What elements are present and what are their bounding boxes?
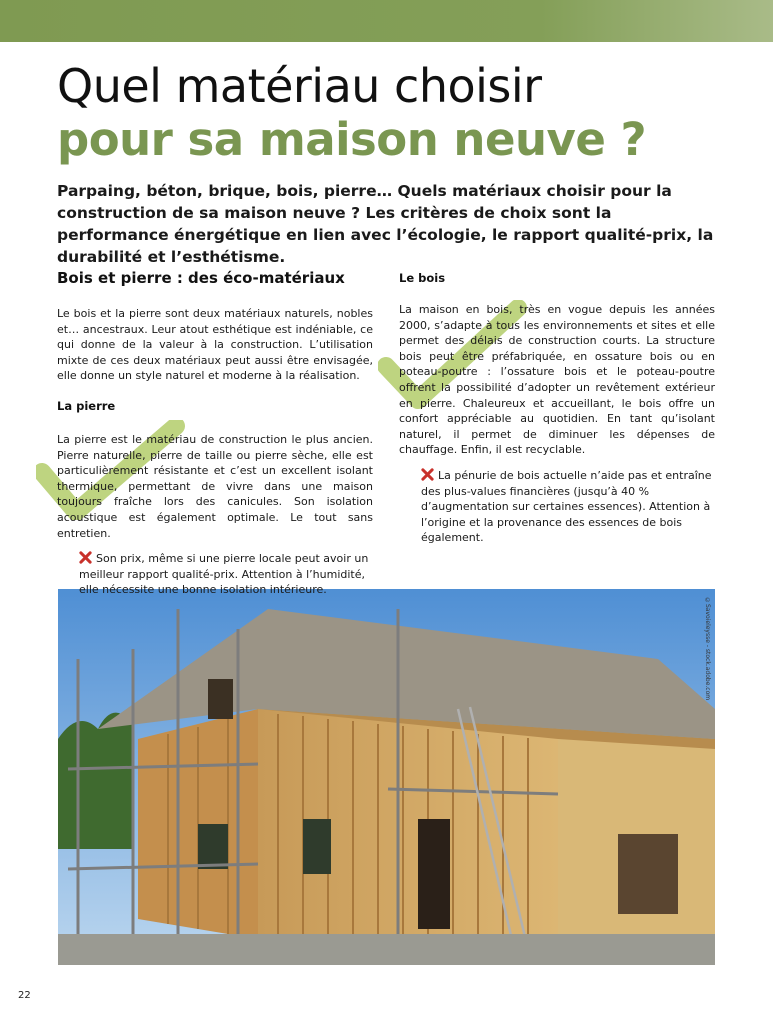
drawback-pierre bbox=[79, 551, 373, 598]
right-column bbox=[399, 270, 715, 546]
section-title: Bois et pierre : des éco-matériaux bbox=[57, 269, 345, 287]
drawback-text: La pénurie de bois actuelle n’aide pas et entraîne des plus-values financières (jusqu’à 40 % d’augmentation sur certaines essences). Attention à l’origine et la provenance des essences de bois également. bbox=[421, 468, 712, 545]
drawback-bois bbox=[421, 468, 715, 546]
paragraph-intro-bois-pierre: Le bois et la pierre sont deux matériaux naturels, nobles et… ancestraux. Leur atout esthétique est indéniable, ce qui donne de la valeur à la construction. L’utilisation mixte de ces deux matériaux peut aussi être envisagée, elle donne un style naturel et moderne à la réalisation. bbox=[57, 307, 373, 383]
photo-credit: ©Savoieleysse - stock.adobe.com bbox=[704, 597, 711, 701]
page-number: 22 bbox=[18, 990, 31, 1001]
subtitle-bois: Le bois bbox=[399, 271, 446, 285]
construction-photo bbox=[58, 589, 715, 965]
cross-icon bbox=[79, 551, 92, 564]
paragraph-bois: La maison en bois, très en vogue depuis les années 2000, s’adapte à tous les environnements et sites et elle permet des délais de construction courts. La structure bois peut être préfabriquée, en ossature bois ou en poteau-poutre : l’ossature bois et le poteau-poutre offrent la possibilité d’adopter un revêtement extérieur en pierre. Chaleureux et accueillant, le bois offre un confort appréciable au quotidien. En tant qu’isolant naturel, il permet de diminuer les dépenses de chauffage. Enfin, il est recyclable. bbox=[399, 303, 715, 457]
timber-house-illustration bbox=[58, 589, 715, 965]
paragraph-pierre: La pierre est le matériau de construction le plus ancien. Pierre naturelle, pierre de taille ou pierre sèche, elle est particulièrement résistante et c’est un excellent isolant thermique, permettant de vivre dans une maison toujours fraîche lors des canicules. Son isolation acoustique est également optimale. Le tout sans entretien. bbox=[57, 432, 373, 540]
top-color-band bbox=[0, 0, 773, 42]
intro-paragraph: Parpaing, béton, brique, bois, pierre… Quels matériaux choisir pour la construction de sa maison neuve ? Les critères de choix sont la performance énergétique en lien avec l’écologie, le rapport qualité-prix, la durabilité et l’esthétisme. bbox=[57, 182, 714, 266]
subtitle-pierre: La pierre bbox=[57, 398, 116, 413]
drawback-text: Son prix, même si une pierre locale peut avoir un meilleur rapport qualité-prix. Attention à l’humidité, elle nécessite une bonne isolation intérieure. bbox=[79, 552, 369, 597]
cross-icon bbox=[421, 468, 434, 481]
page-title-line1: Quel matériau choisir bbox=[57, 59, 542, 113]
page-title-line2: pour sa maison neuve ? bbox=[57, 113, 647, 166]
left-column bbox=[57, 268, 373, 598]
